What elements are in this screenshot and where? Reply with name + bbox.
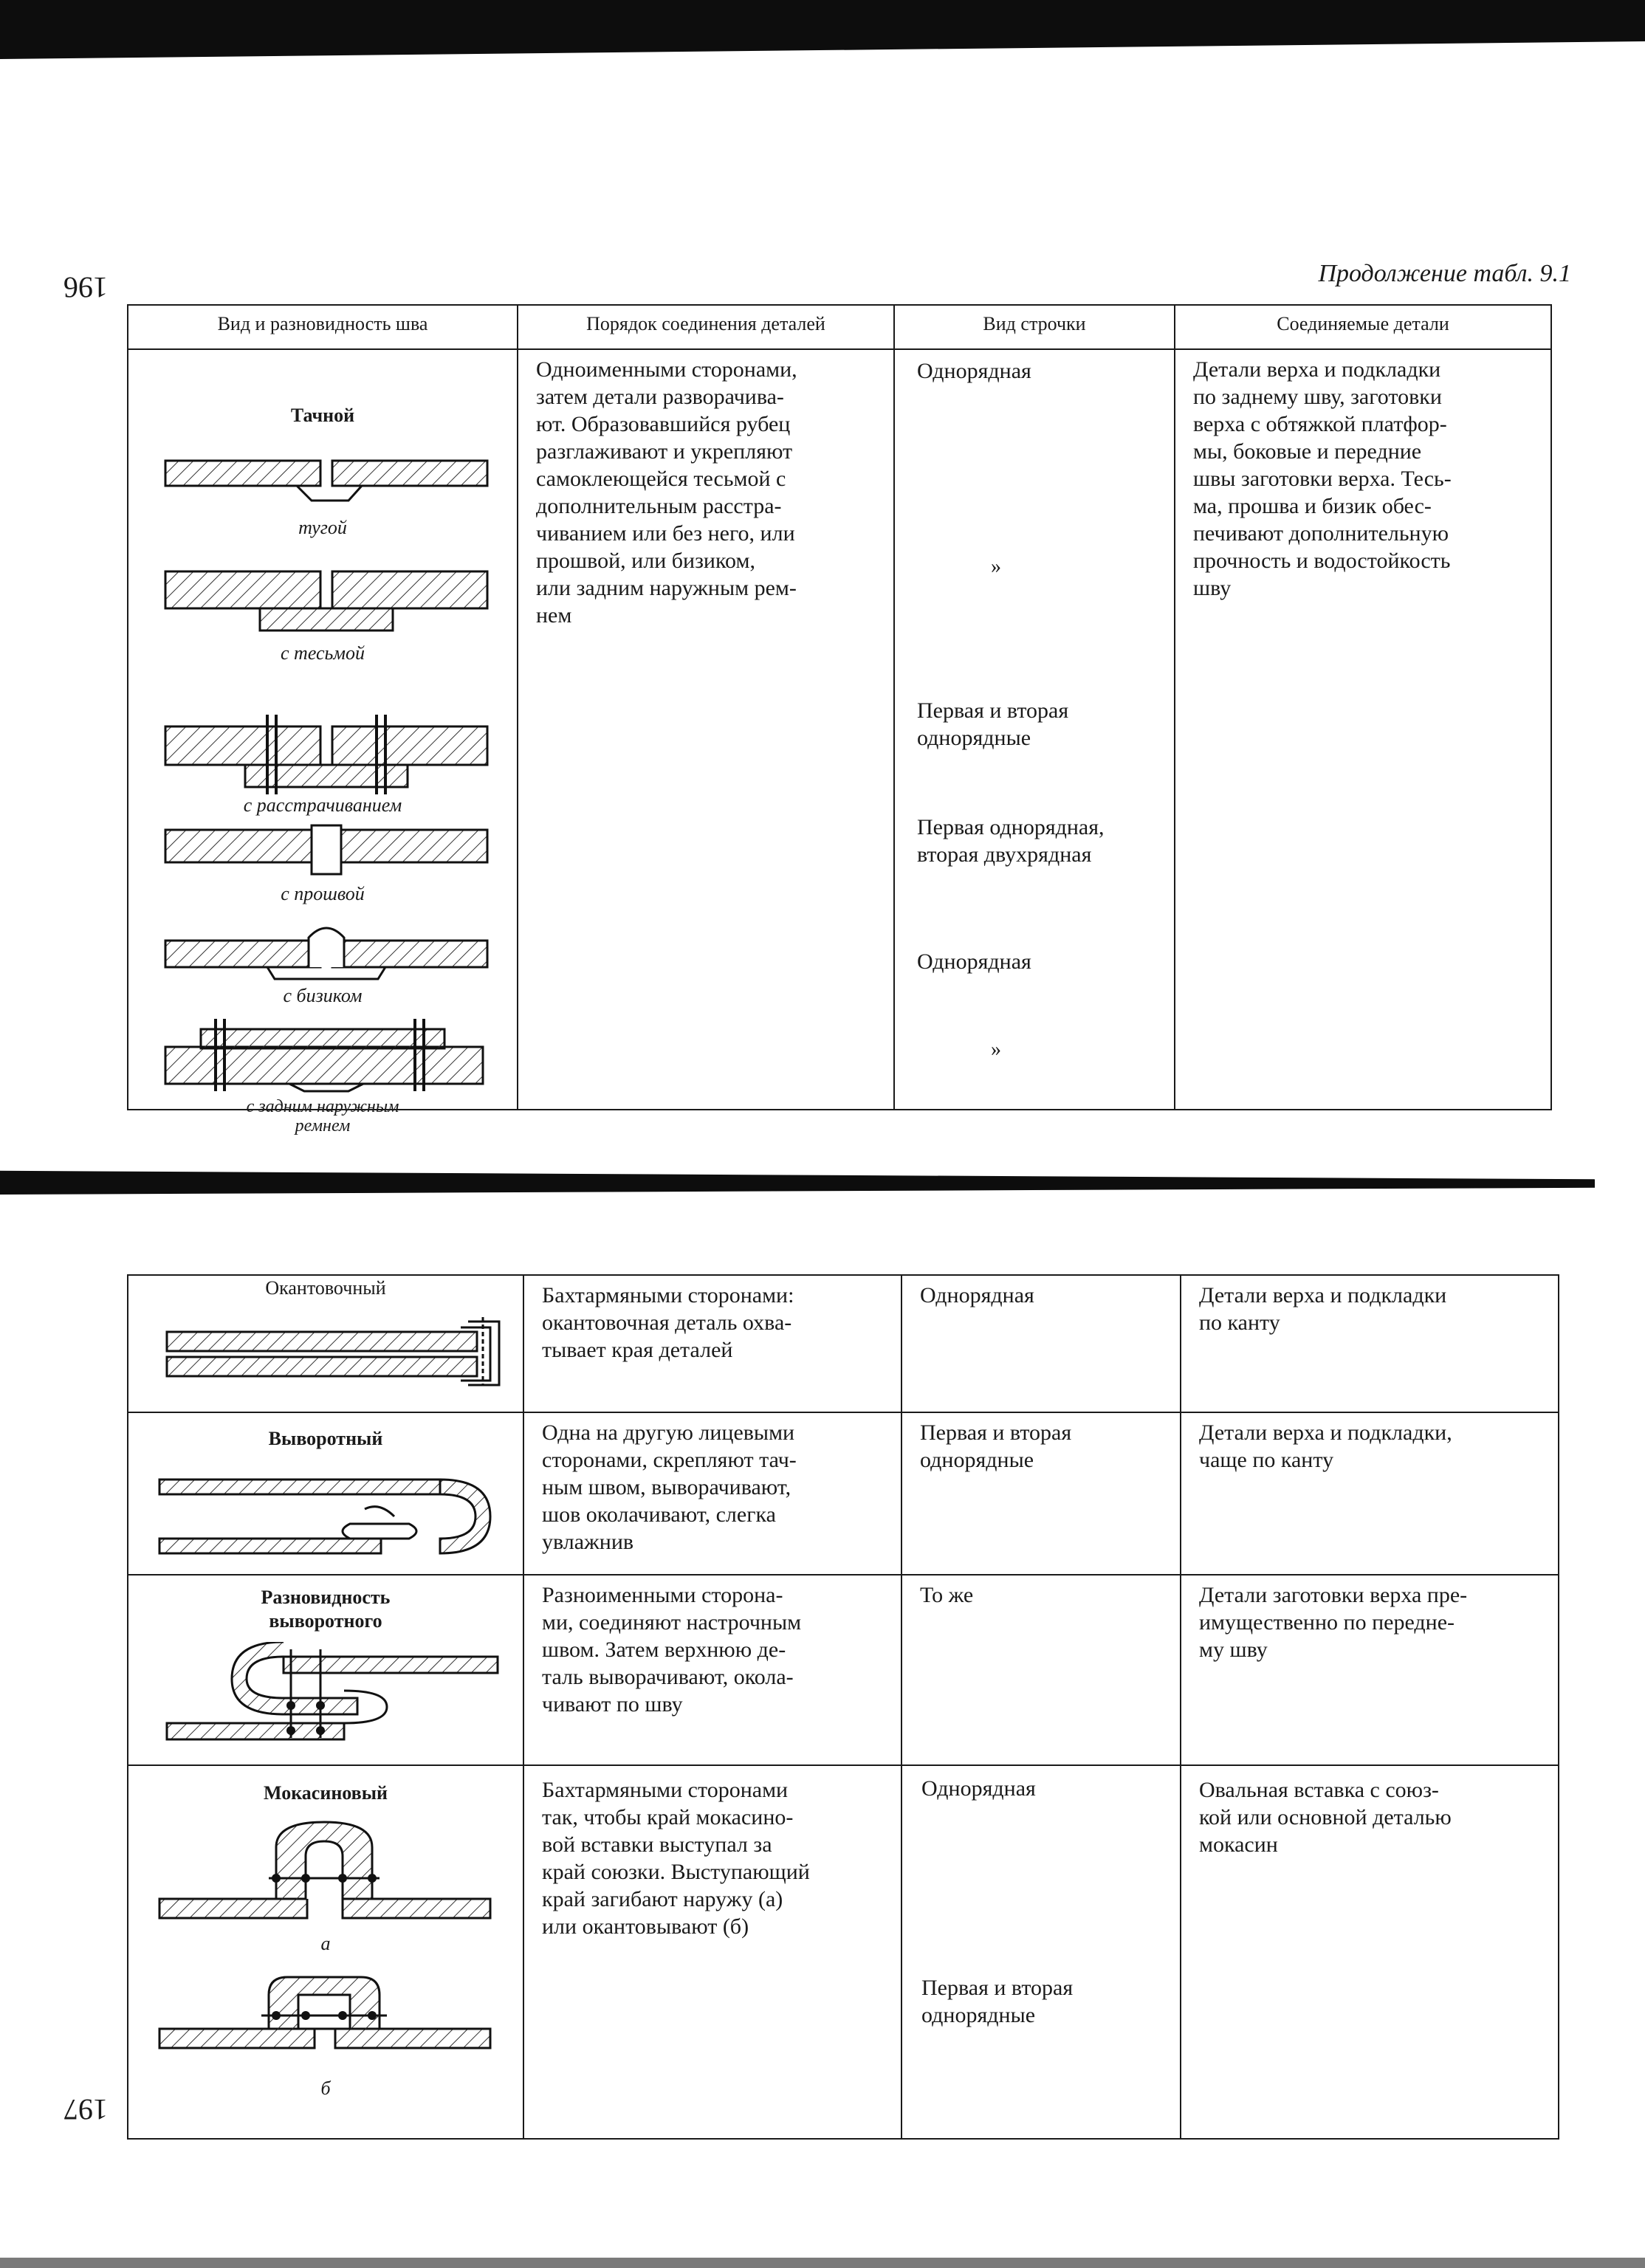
- procedure-cell: Разноименными сторона- ми, соединяют настрочным швом. Затем верхнюю де- таль выворачивают, окола- чивают по шву: [523, 1575, 902, 1765]
- joined-parts-cell: Детали верха и подкладки по заднему шву, заготовки верха с обтяжкой платфор- мы, боковые и передние швы заготовки верха. Тесь- ма, прошва и бизик обес- печивают дополнительную прочность и водостойкость шву: [1175, 349, 1551, 1110]
- seam-table-top: [127, 304, 1552, 1135]
- table-row-turned: [128, 1412, 1559, 1575]
- seam-figure-moccasin-b: [158, 1973, 498, 2069]
- stitch-cell: Однорядная: [902, 1275, 1181, 1412]
- seam-title: Выворотный: [268, 1428, 383, 1449]
- seam-figure-welt: [164, 822, 489, 882]
- seam-figure-piping: [164, 918, 489, 985]
- scan-bar-top: [0, 0, 1645, 59]
- seam-figure-tugoy: [164, 446, 489, 512]
- procedure-cell: Одноименными сторонами, затем детали разворачива- ют. Образовавшийся рубец разглаживают и укрепляют самоклеющейся тесьмой с дополнительным расстра- чиванием или без него, или прошвой, или бизиком, или задним наружным рем- нем: [518, 349, 894, 1110]
- seam-variant-label: с бизиком: [283, 985, 363, 1006]
- stitch-cell: [894, 349, 1175, 1110]
- table-row-moccasin: [128, 1765, 1559, 2139]
- seam-cell: [128, 1275, 523, 1412]
- scan-bar-middle: [0, 1161, 1595, 1195]
- table-header-row: [128, 305, 1551, 349]
- seam-variant-label: с задним наружным: [246, 1097, 399, 1116]
- stitch-text: Первая однорядная, вторая двухрядная: [917, 815, 1105, 867]
- header-joined-parts: Соединяемые детали: [1175, 305, 1551, 349]
- page-number-bottom: 197: [63, 2093, 108, 2126]
- seam-variant-a: а: [320, 1933, 331, 1954]
- stitch-cell: То же: [902, 1575, 1181, 1765]
- stitch-text: Первая и вторая однорядные: [917, 698, 1069, 750]
- joined-parts-cell: Детали верха и подкладки по канту: [1181, 1275, 1559, 1412]
- seam-variant-label: тугой: [298, 517, 347, 538]
- seam-variant-label: с тесьмой: [281, 642, 365, 664]
- seam-cell: [128, 1575, 523, 1765]
- table-row-tachnoy: [128, 349, 1551, 1110]
- header-seam-type: Вид и разновидность шва: [128, 305, 518, 349]
- seam-figure-topstitch: [164, 704, 489, 800]
- seam-figure-tape: [164, 557, 489, 638]
- stitch-text: Первая и вторая однорядные: [921, 1976, 1074, 2027]
- stitch-ditto: »: [991, 1038, 1001, 1061]
- seam-cell: [128, 1765, 523, 2139]
- joined-parts-cell: Детали заготовки верха пре- имущественно по передне- му шву: [1181, 1575, 1559, 1765]
- table-row-binding: [128, 1275, 1559, 1412]
- stitch-text: Однорядная: [917, 949, 1031, 974]
- table-caption: Продолжение табл. 9.1: [1318, 260, 1571, 287]
- seam-figure-moccasin-a: [158, 1818, 498, 1928]
- seam-cell: [128, 1412, 523, 1575]
- procedure-cell: Бахтармяными сторонами: окантовочная деталь охва- тывает края деталей: [523, 1275, 902, 1412]
- procedure-cell: Бахтармяными сторонами так, чтобы край мокасино- вой вставки выступал за край союзки. Выступающий край загибают наружу (а) или окантовывают (б): [523, 1765, 902, 2139]
- seam-figure-back-strap: [164, 1014, 489, 1096]
- seam-title: Тачной: [290, 405, 355, 426]
- stitch-cell: Первая и вторая однорядные: [902, 1412, 1181, 1575]
- stitch-text: Однорядная: [917, 359, 1031, 383]
- header-procedure: Порядок соединения деталей: [518, 305, 894, 349]
- joined-parts-cell: Детали верха и подкладки, чаще по канту: [1181, 1412, 1559, 1575]
- stitch-text: Однорядная: [921, 1776, 1036, 1801]
- table-row-turned-variant: [128, 1575, 1559, 1765]
- stitch-cell: [902, 1765, 1181, 2139]
- seam-figure-binding: [165, 1305, 505, 1386]
- header-stitch-type: Вид строчки: [894, 305, 1175, 349]
- joined-parts-cell: Овальная вставка с союз- кой или основной деталью мокасин: [1181, 1765, 1559, 2139]
- seam-variant-label: с расстрачиванием: [243, 794, 402, 816]
- seam-variant-label: ремнем: [295, 1116, 351, 1135]
- seam-figure-turned: [158, 1457, 505, 1568]
- seam-figure-turned-variant: [165, 1642, 505, 1760]
- seam-title: Окантовочный: [265, 1277, 386, 1299]
- page-number-top: 196: [63, 271, 108, 304]
- stitch-ditto: »: [991, 555, 1001, 578]
- seam-title: Мокасиновый: [264, 1782, 388, 1804]
- seam-title: Разновидность выворотного: [261, 1587, 391, 1632]
- seam-variant-b: б: [320, 2078, 331, 2099]
- scan-bar-bottom: [0, 2258, 1645, 2268]
- procedure-cell: Одна на другую лицевыми сторонами, скрепляют тач- ным швом, выворачивают, шов околачивают, слегка увлажнив: [523, 1412, 902, 1575]
- seam-cell: [128, 349, 518, 1135]
- seam-table-bottom: [127, 1274, 1559, 2140]
- seam-variant-label: с прошвой: [281, 883, 365, 904]
